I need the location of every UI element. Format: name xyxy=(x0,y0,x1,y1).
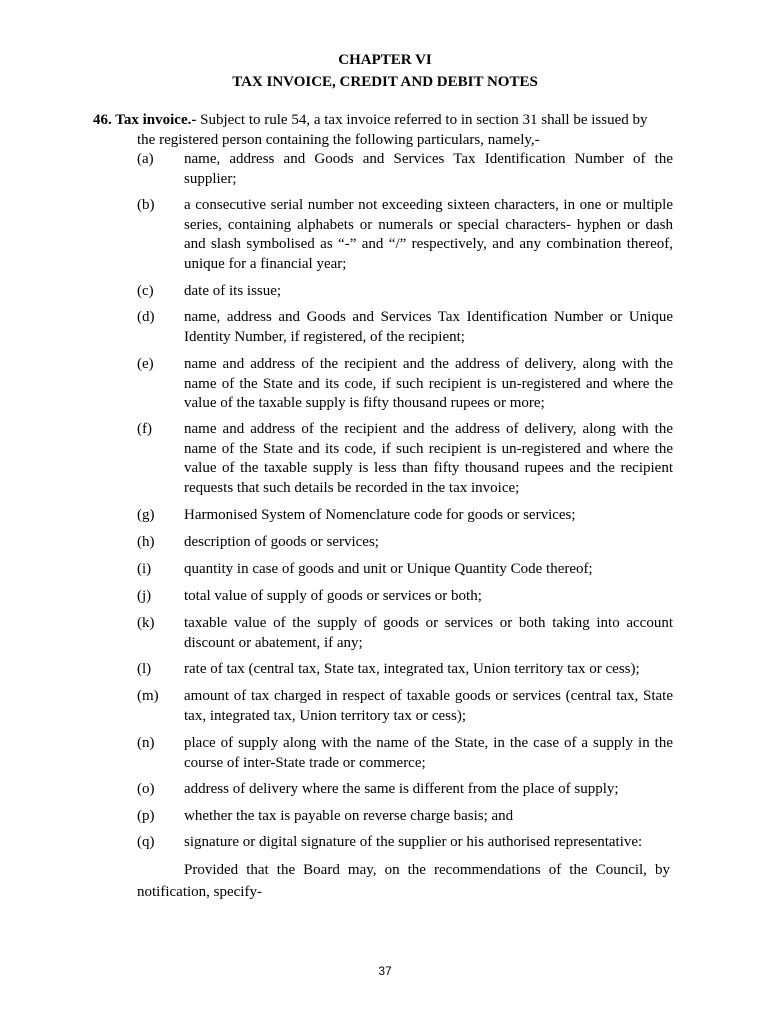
item-b xyxy=(137,196,673,274)
item-text: description of goods or services; xyxy=(184,534,379,550)
item-m xyxy=(137,687,673,726)
item-text: date of its issue; xyxy=(184,283,282,299)
proviso-paragraph: Provided that the Board may, on the recommendations of the Council, by notification, specify- xyxy=(137,862,670,900)
item-text: a consecutive serial number not exceeding sixteen characters, in one or multiple series, containing alphabets or numerals or special characters- hyphen or dash and slash symbolised as “-” and “/” respectively, and any combination thereof, unique for a financial year; xyxy=(184,197,673,272)
item-k xyxy=(137,614,673,653)
item-label: (b) xyxy=(137,197,155,213)
item-label: (j) xyxy=(137,588,152,604)
item-d xyxy=(137,308,673,347)
item-label: (c) xyxy=(137,283,154,299)
item-c xyxy=(137,282,673,302)
item-label: (l) xyxy=(137,661,152,677)
item-text: amount of tax charged in respect of taxable goods or services (central tax, State tax, integrated tax, Union territory tax or cess); xyxy=(184,688,673,724)
item-l xyxy=(137,660,673,680)
item-label: (d) xyxy=(137,309,155,325)
item-e xyxy=(137,355,673,414)
chapter-title: TAX INVOICE, CREDIT AND DEBIT NOTES xyxy=(232,74,538,90)
item-text: name, address and Goods and Services Tax Identification Number or Unique Identity Number, if registered, of the recipient; xyxy=(184,309,673,345)
item-label: (a) xyxy=(137,151,154,167)
item-q xyxy=(137,833,673,853)
rule-46-intro xyxy=(93,111,673,150)
item-text: Harmonised System of Nomenclature code for goods or services; xyxy=(184,507,576,523)
item-text: taxable value of the supply of goods or services or both taking into account discount or abatement, if any; xyxy=(184,615,673,651)
item-f xyxy=(137,420,673,498)
item-o xyxy=(137,780,673,800)
item-label: (k) xyxy=(137,615,155,631)
item-p xyxy=(137,807,673,827)
rule-intro-line2: the registered person containing the following particulars, namely,- xyxy=(137,131,540,148)
item-label: (h) xyxy=(137,534,155,550)
item-label: (q) xyxy=(137,834,155,850)
chapter-number: CHAPTER VI xyxy=(338,52,432,68)
item-label: (g) xyxy=(137,507,155,523)
rule-intro-line1: Subject to rule 54, a tax invoice referred to in section 31 shall be issued by xyxy=(200,112,648,128)
rule-heading: 46. Tax invoice.- xyxy=(93,112,197,128)
item-text: signature or digital signature of the supplier or his authorised representative: xyxy=(184,834,643,850)
item-label: (m) xyxy=(137,688,159,704)
item-text: address of delivery where the same is different from the place of supply; xyxy=(184,781,619,797)
item-text: name and address of the recipient and the address of delivery, along with the name of the State and its code, if such recipient is un-registered and where the value of the taxable supply is fifty thousand rupees or more; xyxy=(184,356,673,411)
item-i xyxy=(137,560,673,580)
item-text: whether the tax is payable on reverse charge basis; and xyxy=(184,808,514,824)
item-label: (n) xyxy=(137,735,155,751)
item-label: (i) xyxy=(137,561,152,577)
item-text: total value of supply of goods or services or both; xyxy=(184,588,482,604)
item-n xyxy=(137,734,673,773)
item-label: (f) xyxy=(137,421,152,437)
item-text: rate of tax (central tax, State tax, integrated tax, Union territory tax or cess); xyxy=(184,661,640,677)
item-text: name, address and Goods and Services Tax Identification Number of the supplier; xyxy=(184,151,673,187)
item-label: (e) xyxy=(137,356,154,372)
item-h xyxy=(137,533,673,553)
item-text: name and address of the recipient and the address of delivery, along with the name of the State and its code, if such recipient is un-registered and where the value of the taxable supply is less than fifty thousand rupees and the recipient requests that such details be recorded in the tax invoice; xyxy=(184,421,673,496)
item-g xyxy=(137,506,673,526)
item-a xyxy=(137,150,673,189)
item-label: (p) xyxy=(137,808,155,824)
item-text: place of supply along with the name of the State, in the case of a supply in the course of inter-State trade or commerce; xyxy=(184,735,673,771)
item-text: quantity in case of goods and unit or Unique Quantity Code thereof; xyxy=(184,561,593,577)
item-label: (o) xyxy=(137,781,155,797)
item-j xyxy=(137,587,673,607)
page-number: 37 xyxy=(378,964,392,978)
